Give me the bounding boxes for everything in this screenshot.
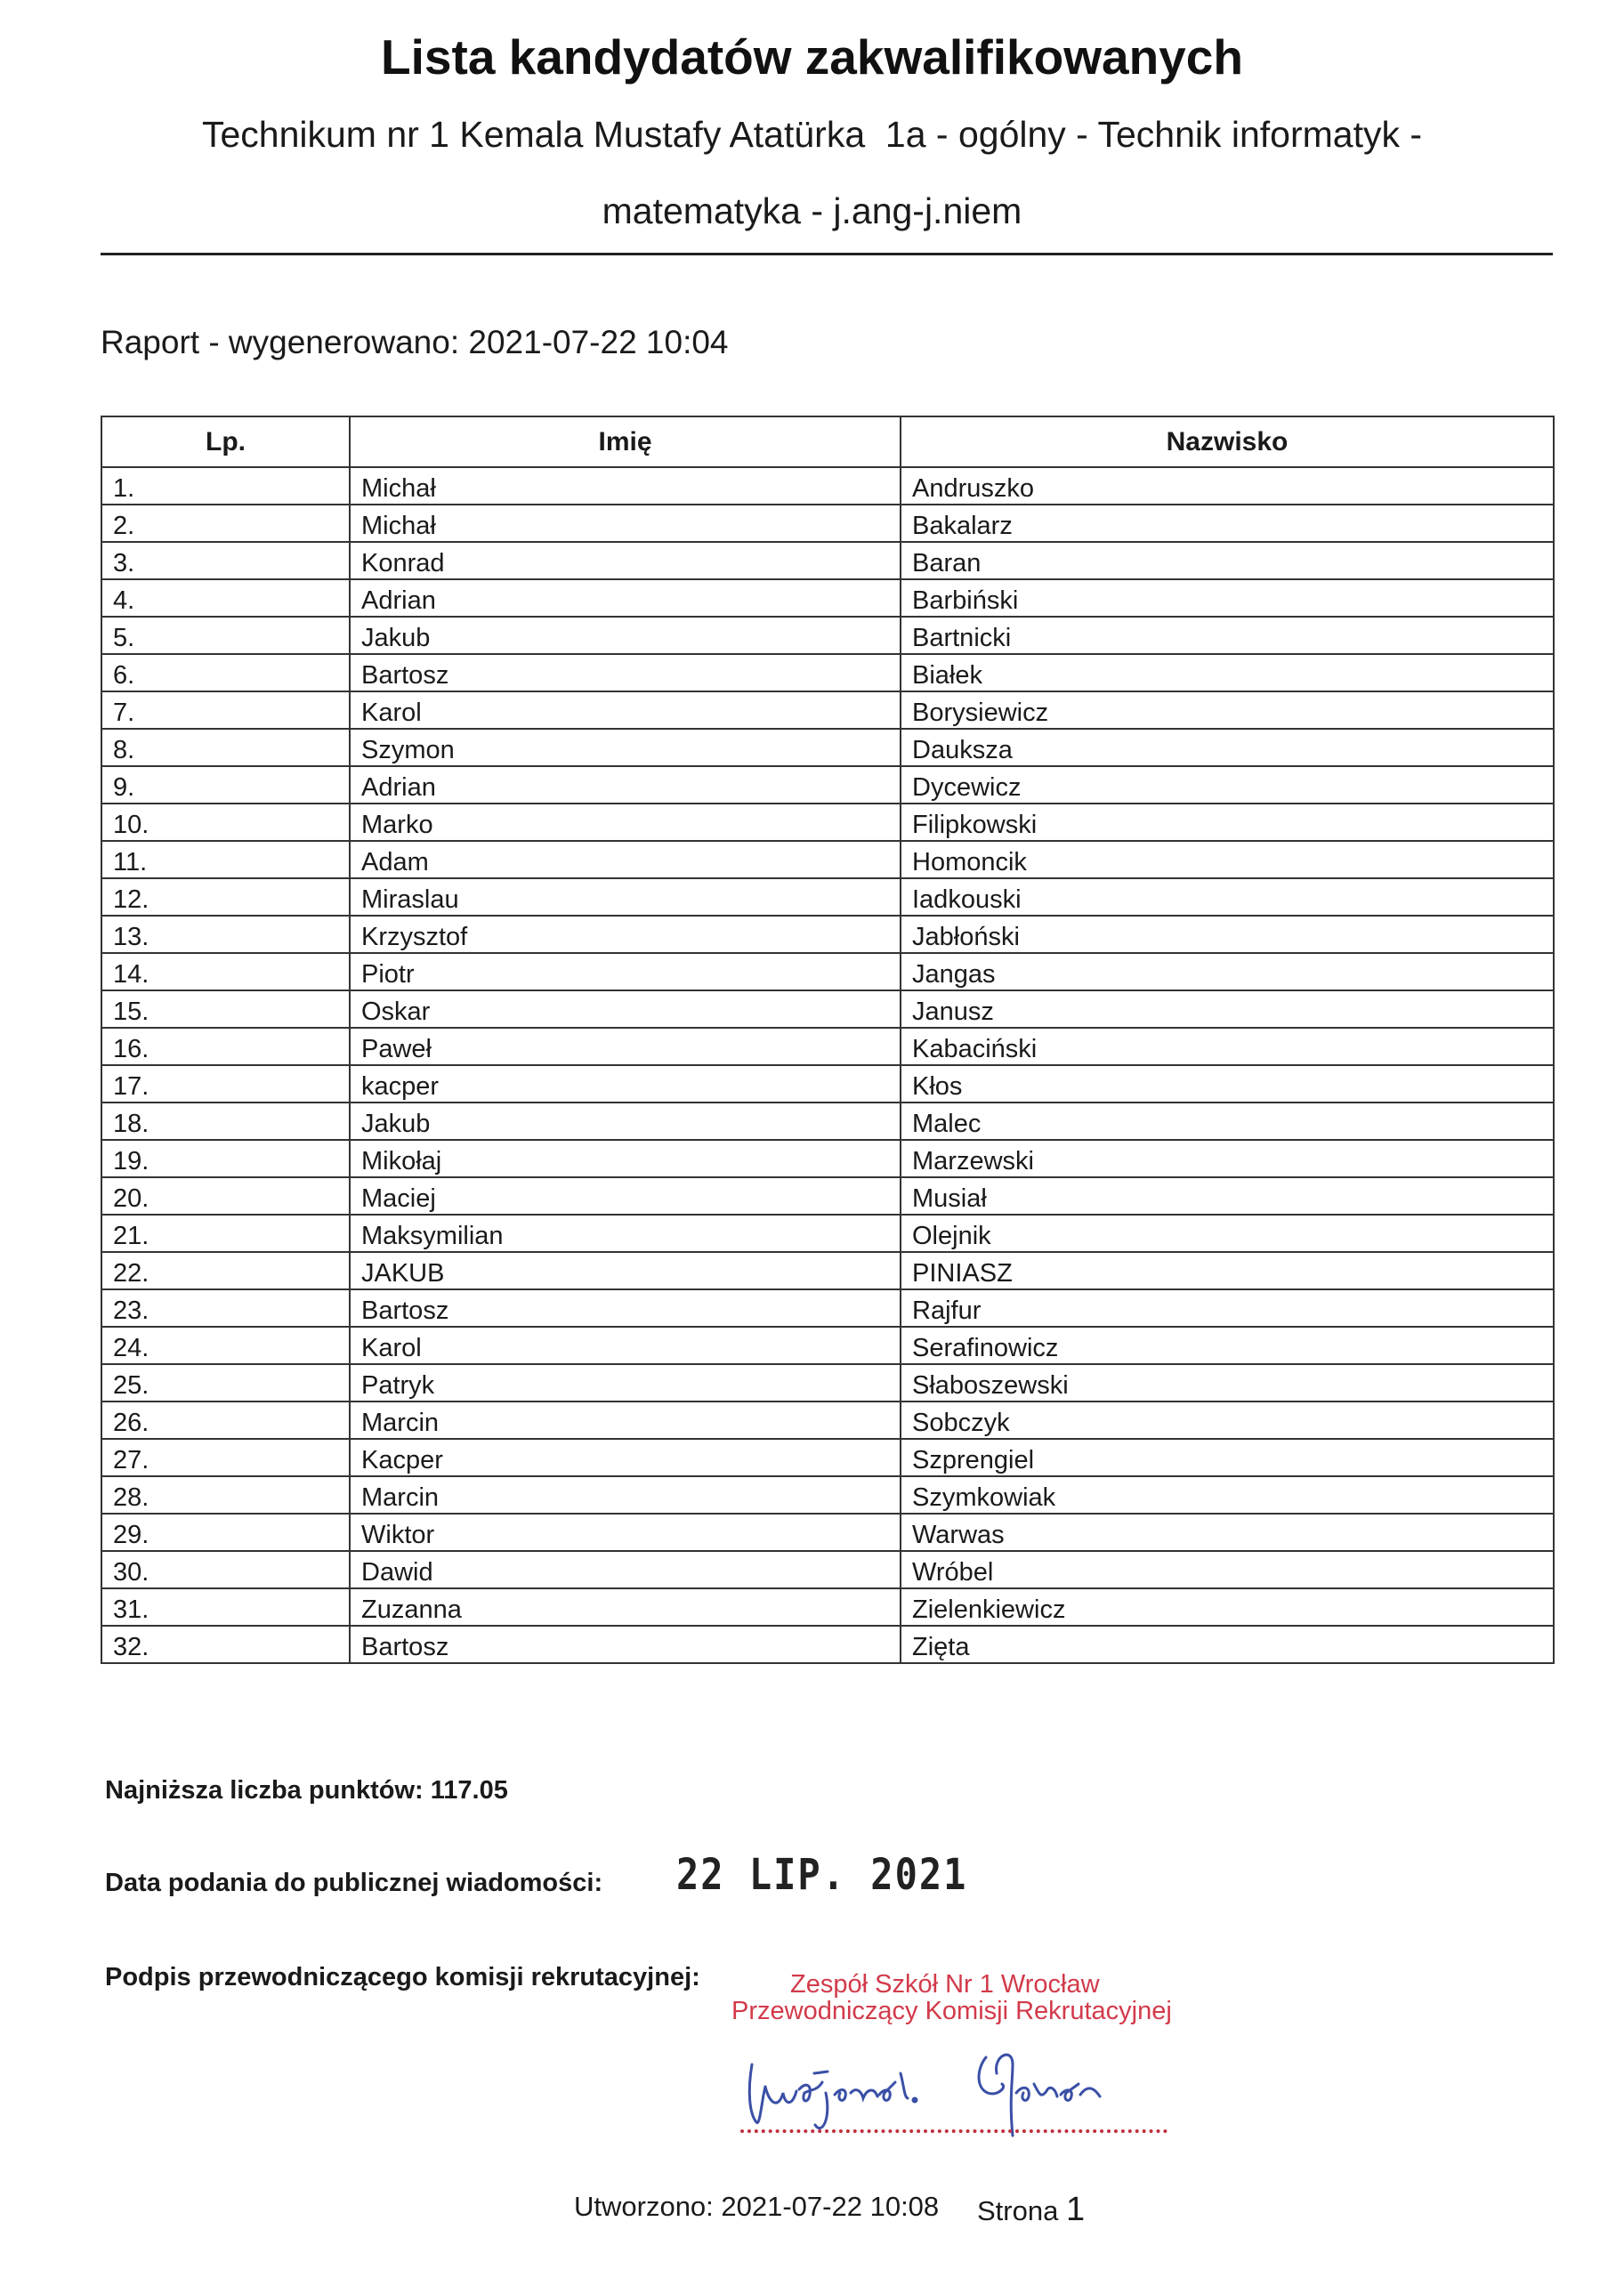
- row-lp: 11.: [101, 841, 350, 878]
- table-row: [101, 1177, 1554, 1215]
- table-row: [101, 916, 1554, 953]
- row-first-name: kacper: [350, 1065, 901, 1103]
- row-first-name: Jakub: [350, 617, 901, 654]
- row-first-name: Jakub: [350, 1103, 901, 1140]
- table-row: [101, 1140, 1554, 1177]
- row-first-name: Zuzanna: [350, 1588, 901, 1626]
- row-lp: 5.: [101, 617, 350, 654]
- table-row: [101, 579, 1554, 617]
- row-last-name: Bartnicki: [901, 617, 1554, 654]
- row-first-name: Konrad: [350, 542, 901, 579]
- row-first-name: Piotr: [350, 953, 901, 990]
- handwritten-signature: [730, 2038, 1192, 2140]
- row-lp: 24.: [101, 1327, 350, 1364]
- row-first-name: Maksymilian: [350, 1215, 901, 1252]
- row-lp: 7.: [101, 691, 350, 729]
- table-row: [101, 1028, 1554, 1065]
- candidates-table: [101, 416, 1555, 1664]
- publication-date-stamp: 22 LIP. 2021: [676, 1849, 968, 1900]
- table-row: [101, 1476, 1554, 1514]
- row-lp: 19.: [101, 1140, 350, 1177]
- table-row: [101, 617, 1554, 654]
- row-first-name: JAKUB: [350, 1252, 901, 1289]
- row-last-name: Słaboszewski: [901, 1364, 1554, 1402]
- header-first-name: Imię: [350, 416, 901, 467]
- row-lp: 32.: [101, 1626, 350, 1663]
- row-lp: 30.: [101, 1551, 350, 1588]
- row-last-name: PINIASZ: [901, 1252, 1554, 1289]
- row-lp: 29.: [101, 1514, 350, 1551]
- row-last-name: Olejnik: [901, 1215, 1554, 1252]
- table-row: [101, 1252, 1554, 1289]
- row-first-name: Karol: [350, 1327, 901, 1364]
- document-title: Lista kandydatów zakwalifikowanych: [381, 29, 1243, 85]
- row-first-name: Wiktor: [350, 1514, 901, 1551]
- table-row: [101, 691, 1554, 729]
- row-first-name: Kacper: [350, 1439, 901, 1476]
- row-last-name: Barbiński: [901, 579, 1554, 617]
- row-first-name: Krzysztof: [350, 916, 901, 953]
- table-row: [101, 1551, 1554, 1588]
- row-first-name: Adrian: [350, 766, 901, 804]
- row-last-name: Szprengiel: [901, 1439, 1554, 1476]
- row-lp: 21.: [101, 1215, 350, 1252]
- row-first-name: Marko: [350, 804, 901, 841]
- row-first-name: Michał: [350, 467, 901, 505]
- row-last-name: Warwas: [901, 1514, 1554, 1551]
- header-lp: Lp.: [101, 416, 350, 467]
- row-lp: 28.: [101, 1476, 350, 1514]
- row-last-name: Dycewicz: [901, 766, 1554, 804]
- row-lp: 17.: [101, 1065, 350, 1103]
- row-last-name: Serafinowicz: [901, 1327, 1554, 1364]
- row-first-name: Adam: [350, 841, 901, 878]
- row-first-name: Adrian: [350, 579, 901, 617]
- table-row: [101, 654, 1554, 691]
- table-row: [101, 729, 1554, 766]
- row-last-name: Bakalarz: [901, 505, 1554, 542]
- row-first-name: Paweł: [350, 1028, 901, 1065]
- header-divider: [101, 253, 1553, 255]
- row-last-name: Musiał: [901, 1177, 1554, 1215]
- row-last-name: Malec: [901, 1103, 1554, 1140]
- row-lp: 12.: [101, 878, 350, 916]
- publication-date-label: Data podania do publicznej wiadomości:: [105, 1869, 603, 1897]
- table-row: [101, 841, 1554, 878]
- row-lp: 15.: [101, 990, 350, 1028]
- row-lp: 9.: [101, 766, 350, 804]
- table-row: [101, 1364, 1554, 1402]
- table-row: [101, 1402, 1554, 1439]
- row-lp: 3.: [101, 542, 350, 579]
- row-last-name: Jabłoński: [901, 916, 1554, 953]
- row-last-name: Baran: [901, 542, 1554, 579]
- document-subtitle-line2: matematyka - j.ang-j.niem: [602, 190, 1022, 231]
- row-first-name: Marcin: [350, 1402, 901, 1439]
- row-last-name: Szymkowiak: [901, 1476, 1554, 1514]
- row-first-name: Oskar: [350, 990, 901, 1028]
- table-row: [101, 990, 1554, 1028]
- row-lp: 27.: [101, 1439, 350, 1476]
- row-lp: 18.: [101, 1103, 350, 1140]
- table-row: [101, 1439, 1554, 1476]
- row-last-name: Białek: [901, 654, 1554, 691]
- table-row: [101, 467, 1554, 505]
- stamp-position: Przewodniczący Komisji Rekrutacyjnej: [731, 1997, 1172, 2025]
- row-last-name: Marzewski: [901, 1140, 1554, 1177]
- row-first-name: Marcin: [350, 1476, 901, 1514]
- row-first-name: Maciej: [350, 1177, 901, 1215]
- row-first-name: Karol: [350, 691, 901, 729]
- row-last-name: Zięta: [901, 1626, 1554, 1663]
- row-lp: 23.: [101, 1289, 350, 1327]
- signature-label: Podpis przewodniczącego komisji rekrutacyjnej:: [105, 1963, 700, 1991]
- row-first-name: Bartosz: [350, 1626, 901, 1663]
- row-lp: 25.: [101, 1364, 350, 1402]
- table-row: [101, 953, 1554, 990]
- row-last-name: Wróbel: [901, 1551, 1554, 1588]
- row-first-name: Mikołaj: [350, 1140, 901, 1177]
- row-first-name: Miraslau: [350, 878, 901, 916]
- row-lp: 8.: [101, 729, 350, 766]
- row-last-name: Janusz: [901, 990, 1554, 1028]
- table-row: [101, 505, 1554, 542]
- row-last-name: Dauksza: [901, 729, 1554, 766]
- row-last-name: Filipkowski: [901, 804, 1554, 841]
- row-last-name: Borysiewicz: [901, 691, 1554, 729]
- row-lp: 20.: [101, 1177, 350, 1215]
- row-last-name: Rajfur: [901, 1289, 1554, 1327]
- table-row: [101, 804, 1554, 841]
- table-row: [101, 1103, 1554, 1140]
- row-lp: 14.: [101, 953, 350, 990]
- document-subtitle-line1: Technikum nr 1 Kemala Mustafy Atatürka 1a - ogólny - Technik informatyk -: [201, 114, 1423, 155]
- created-timestamp: Utworzono: 2021-07-22 10:08: [574, 2191, 940, 2222]
- page-label: Strona: [977, 2195, 1059, 2226]
- row-first-name: Patryk: [350, 1364, 901, 1402]
- header-last-name: Nazwisko: [901, 416, 1554, 467]
- table-row: [101, 542, 1554, 579]
- table-row: [101, 766, 1554, 804]
- row-first-name: Michał: [350, 505, 901, 542]
- row-last-name: Homoncik: [901, 841, 1554, 878]
- row-last-name: Andruszko: [901, 467, 1554, 505]
- row-last-name: Sobczyk: [901, 1402, 1554, 1439]
- table-row: [101, 1514, 1554, 1551]
- row-last-name: Kłos: [901, 1065, 1554, 1103]
- row-lp: 1.: [101, 467, 350, 505]
- row-lp: 16.: [101, 1028, 350, 1065]
- table-row: [101, 1065, 1554, 1103]
- row-lp: 6.: [101, 654, 350, 691]
- row-lp: 2.: [101, 505, 350, 542]
- row-last-name: Zielenkiewicz: [901, 1588, 1554, 1626]
- table-row: [101, 1626, 1554, 1663]
- row-first-name: Dawid: [350, 1551, 901, 1588]
- table-header-row: [101, 416, 1554, 467]
- page-indicator: [977, 2191, 1085, 2229]
- row-lp: 4.: [101, 579, 350, 617]
- table-row: [101, 1289, 1554, 1327]
- row-last-name: Iadkouski: [901, 878, 1554, 916]
- signature-dotted-line: [740, 2129, 1168, 2133]
- row-first-name: Szymon: [350, 729, 901, 766]
- report-generated-text: Raport - wygenerowano: 2021-07-22 10:04: [101, 324, 729, 360]
- stamp-school-name: Zespół Szkół Nr 1 Wrocław: [790, 1970, 1100, 1999]
- table-row: [101, 878, 1554, 916]
- row-last-name: Jangas: [901, 953, 1554, 990]
- row-lp: 13.: [101, 916, 350, 953]
- row-first-name: Bartosz: [350, 654, 901, 691]
- table-row: [101, 1327, 1554, 1364]
- row-last-name: Kabaciński: [901, 1028, 1554, 1065]
- table-row: [101, 1215, 1554, 1252]
- row-lp: 31.: [101, 1588, 350, 1626]
- page-number: 1: [1065, 2191, 1086, 2228]
- row-lp: 10.: [101, 804, 350, 841]
- minimum-points: Najniższa liczba punktów: 117.05: [105, 1776, 508, 1805]
- row-lp: 26.: [101, 1402, 350, 1439]
- table-row: [101, 1588, 1554, 1626]
- row-lp: 22.: [101, 1252, 350, 1289]
- row-first-name: Bartosz: [350, 1289, 901, 1327]
